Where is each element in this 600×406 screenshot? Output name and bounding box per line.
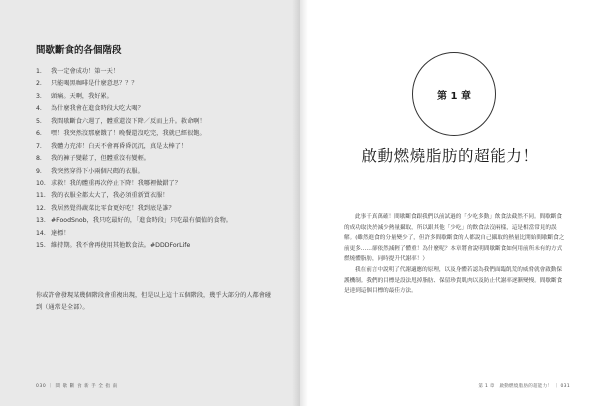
chapter-title: 啟動燃燒脂肪的超能力！ [361, 147, 539, 165]
closing-paragraph-text: 你或許會發現某幾個階段會重複出現，但是以上這十五個階段，幾乎大部分的人都會碰到（通常是全部）。 [36, 292, 272, 311]
list-item-text: 為什麼我會在進食時段大吃大喝？ [51, 105, 144, 113]
list-item-number: 5. [36, 117, 42, 125]
list-item-number: 14. [36, 229, 46, 237]
chapter-label: 第 1 章 [437, 90, 471, 102]
body-paragraph: 此事千真萬確！間歇斷食跟我們以前試過的「少吃多動」飲食法截然不同。間歇斷食的成功取決於減少熱量攝取，所以跟其他「少吃」的飲食法沒兩樣，這是相當常見的誤解。(雖然進食的分量變少了，但許多間歇斷食的人都說自己攝取的熱量比開始間歇斷食之前更多……卻依然減輕了體重！為什麼呢？本章將會說明間歇斷食如何用前所未有的方式燃燒體脂肪，同時提升代謝率！） [344, 214, 565, 263]
list-item-text: 我體力充沛！白天不會再昏昏沉沉，真是太棒了！ [51, 142, 188, 150]
list-item-text: 我居然覺得蔬菜比零食更好吃！我到底是誰？ [51, 204, 175, 212]
chapter-body [344, 212, 566, 297]
list-item-text: 頭痛。天啊，我好累。 [51, 92, 113, 100]
list-item-text: 達標！ [51, 229, 70, 237]
section-title: 間歇斷食的各個階段 [36, 45, 122, 56]
chapter-badge [412, 52, 496, 136]
list-item-text: 我突然穿得下小兩個尺碼的衣服。 [51, 167, 144, 175]
list-item-text: 我一定會成功！第一天！ [51, 68, 120, 75]
list-item-text: 我的衣服全都太大了，我必須重新買衣服！ [51, 192, 169, 200]
list-item [36, 228, 286, 240]
list-item-number: 9. [36, 167, 42, 175]
list-item-number: 2. [36, 80, 42, 88]
page-footer-left: 030 ｜ 間 歇 斷 食 新 手 全 指 南 [36, 384, 118, 389]
list-item-number: 7. [36, 142, 42, 150]
list-item-number: 13. [36, 217, 46, 225]
list-item [36, 215, 286, 227]
list-item-number: 1. [36, 68, 42, 75]
list-item [36, 153, 286, 165]
list-item [36, 240, 286, 252]
list-item [36, 66, 286, 78]
list-item-text: 求救！我的體重再次停止下降！我哪裡做錯了？ [51, 179, 181, 187]
list-item-text: 維持期。我不會再使用其他飲食法。#DDDForLife [51, 242, 191, 250]
list-item-number: 6. [36, 130, 42, 138]
list-item-number: 4. [36, 105, 42, 113]
list-item [36, 190, 286, 202]
list-item [36, 203, 286, 215]
list-item-number: 3. [36, 92, 42, 100]
list-item [36, 128, 286, 140]
list-item-text: #FoodSnob，我只吃最好的，「進食時段」只吃最有價值的食物。 [51, 217, 232, 225]
list-item-number: 12. [36, 204, 46, 212]
list-item-number: 8. [36, 155, 42, 163]
body-paragraph: 我在前言中說明了代謝適應的原理，以及身體若認為我們面臨飢荒的威脅就會啟動保護機制。我們的目標是設法甩掉脂肪、保留珍貴肌肉以及防止代謝率逐漸變慢。間歇斷食是達到這個目標的最佳方法。 [344, 266, 563, 295]
list-item-text: 我的褲子變鬆了，但體重沒有變輕。 [51, 155, 150, 163]
list-item [36, 141, 286, 153]
book-gutter [292, 0, 308, 406]
list-item-number: 15. [36, 242, 46, 250]
list-item-number: 10. [36, 179, 46, 187]
list-item [36, 178, 286, 190]
stage-list [36, 66, 286, 253]
page-footer-right: 第 1 章 啟動燃燒脂肪的超能力！ ｜ 031 [478, 384, 570, 389]
list-item-number: 11. [36, 192, 46, 200]
list-item [36, 166, 286, 178]
list-item-text: 我間歇斷食六週了，體重還沒下降／反而上升。救命啊！ [51, 117, 206, 125]
list-item [36, 103, 286, 115]
list-item-text: 只能喝黑咖啡是什麼意思？？？ [51, 80, 138, 88]
list-item [36, 91, 286, 103]
list-item-text: 嘿！我突然沒那麼餓了！晚餐還沒吃完，我就已經很飽。 [51, 130, 206, 138]
list-item [36, 116, 286, 128]
list-item [36, 78, 286, 90]
closing-paragraph [36, 290, 272, 314]
